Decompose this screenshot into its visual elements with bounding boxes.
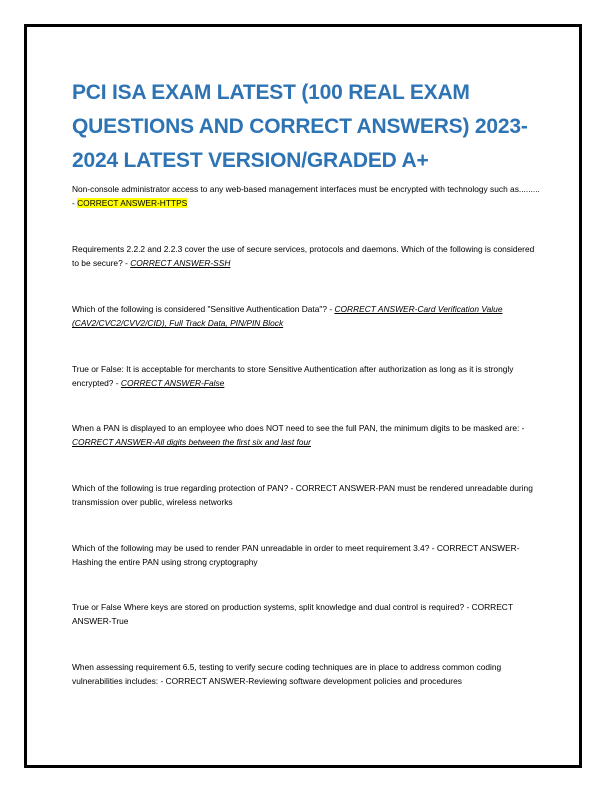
question-text: True or False: It is acceptable for merchants to store Sensitive Authentication after authorization as long as it is strongly encrypted? - xyxy=(72,364,514,389)
qa-item-3 xyxy=(72,302,542,331)
answer-text: CORRECT ANSWER-SSH xyxy=(130,258,231,269)
question-text: When assessing requirement 6.5, testing to verify secure coding techniques are in place to address common coding vulnerabilities includes: - xyxy=(72,662,502,687)
answer-text: CORRECT ANSWER-All digits between the first six and last four xyxy=(72,437,311,448)
question-text: Requirements 2.2.2 and 2.2.3 cover the use of secure services, protocols and daemons. Which of the following is considered to be secure? - xyxy=(72,244,535,269)
qa-item-8 xyxy=(72,600,542,629)
qa-item-4 xyxy=(72,362,542,391)
answer-text: CORRECT ANSWER-False xyxy=(120,378,225,389)
answer-text-highlighted: CORRECT ANSWER-HTTPS xyxy=(77,198,188,209)
question-text: When a PAN is displayed to an employee who does NOT need to see the full PAN, the minimum digits to be masked are: - xyxy=(72,423,525,433)
qa-item-1 xyxy=(72,182,542,211)
question-text: Non-console administrator access to any web-based management interfaces must be encrypted with technology such as......... - xyxy=(72,184,540,209)
question-text: Which of the following may be used to render PAN unreadable in order to meet requirement 3.4? - xyxy=(72,543,437,553)
answer-text: CORRECT ANSWER-Hashing the entire PAN using strong cryptography xyxy=(72,543,520,568)
question-text: True or False Where keys are stored on production systems, split knowledge and dual control is required? - xyxy=(72,602,472,612)
answer-text: CORRECT ANSWER-True xyxy=(72,602,513,627)
document-title: PCI ISA EXAM LATEST (100 REAL EXAM QUESTIONS AND CORRECT ANSWERS) 2023-2024 LATEST VERSION/GRADED A+ xyxy=(72,81,528,172)
question-text: Which of the following is true regarding protection of PAN? - xyxy=(72,483,296,493)
answer-text: CORRECT ANSWER-PAN must be rendered unreadable during transmission over public, wireless networks xyxy=(72,483,533,508)
qa-item-5 xyxy=(72,421,542,450)
answer-text: CORRECT ANSWER-Card Verification Value (CAV2/CVC2/CVV2/CID), Full Track Data, PIN/PIN Block xyxy=(72,304,503,329)
answer-text: CORRECT ANSWER-Reviewing software development policies and procedures xyxy=(165,676,462,687)
qa-item-9 xyxy=(72,660,542,689)
qa-item-2 xyxy=(72,242,542,271)
question-text: Which of the following is considered "Sensitive Authentication Data"? - xyxy=(72,304,335,314)
qa-item-7 xyxy=(72,541,542,570)
qa-item-6 xyxy=(72,481,542,510)
